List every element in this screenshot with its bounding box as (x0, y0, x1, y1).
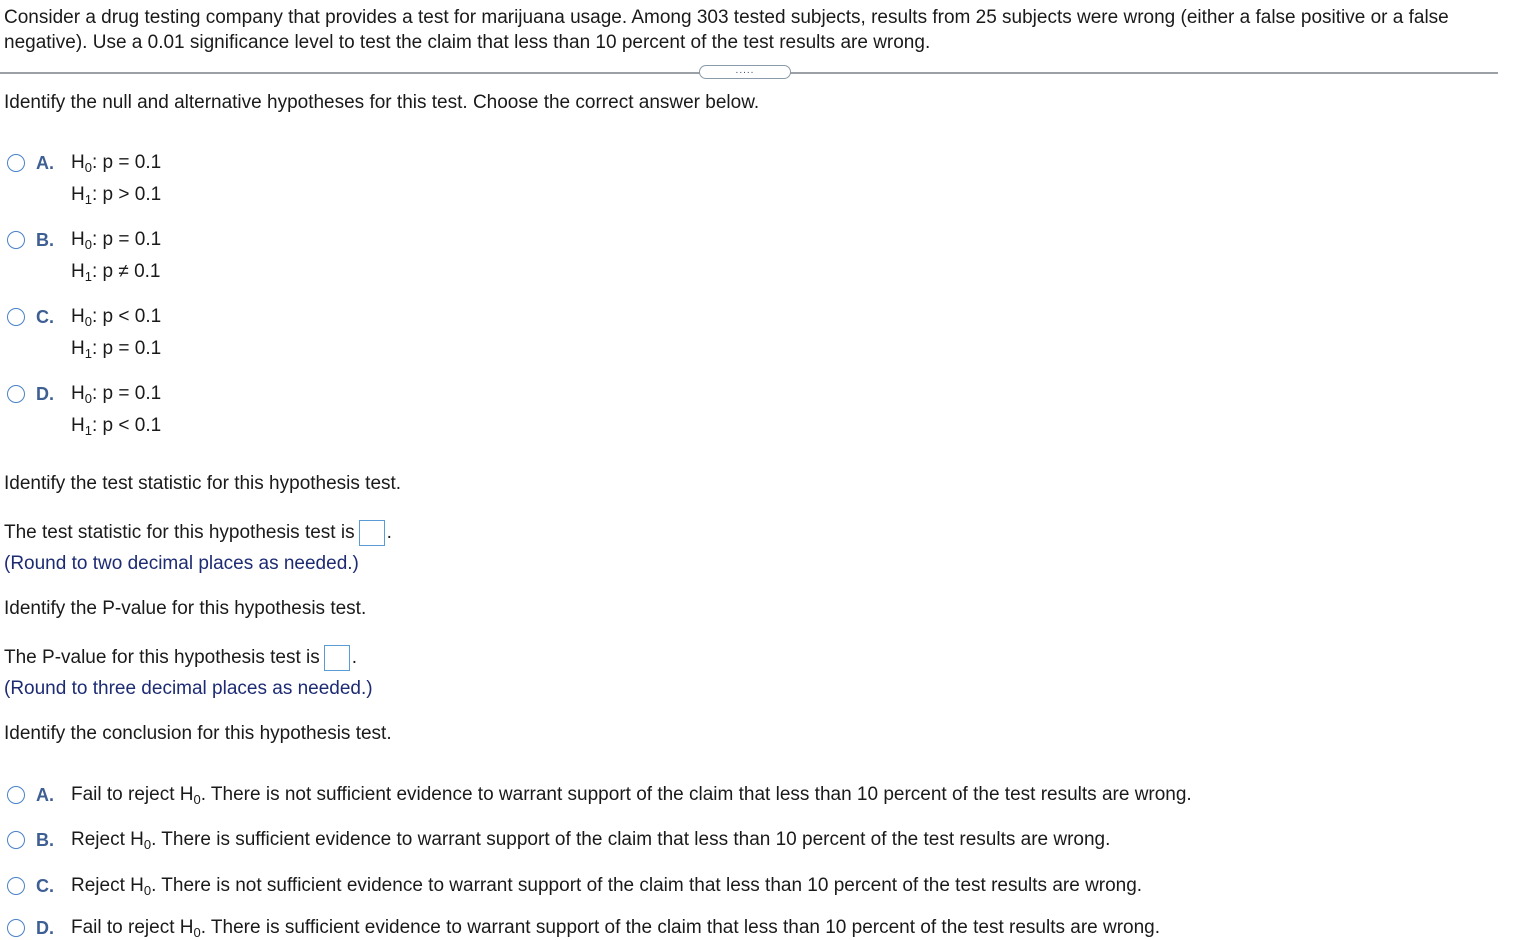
q1-prompt: Identify the null and alternative hypotheses for this test. Choose the correct answer below. (4, 92, 760, 113)
q4-option-d-radio[interactable] (7, 919, 25, 937)
q4-option-b-letter: B. (36, 830, 54, 850)
q2-answer-label: The test statistic for this hypothesis test is (4, 522, 355, 544)
q1-option-b-h0: $H_0$: p = 0.1 (71, 229, 162, 252)
q1-option-c-h1: $H_1$: p = 0.1 (71, 338, 162, 361)
q4-option-a-radio[interactable] (7, 786, 25, 804)
q1-option-d-letter: D. (36, 384, 54, 404)
q4-option-b-text: Reject $H_0$. There is sufficient evidence to warrant support of the claim that less than 10 percent of the test results are wrong. (71, 829, 1111, 852)
test-statistic-input[interactable] (359, 520, 385, 546)
q1-option-d-radio[interactable] (7, 385, 25, 403)
q1-option-b-h1: $H_1$: p ≠ 0.1 (71, 261, 161, 284)
q4-option-c-radio[interactable] (7, 877, 25, 895)
q3-answer-line (4, 645, 357, 671)
q3-prompt: Identify the P-value for this hypothesis test. (4, 598, 367, 619)
q2-hint: (Round to two decimal places as needed.) (4, 553, 359, 574)
q4-option-a-letter: A. (36, 785, 54, 805)
q4-option-a-text: Fail to reject $H_0$. There is not sufficient evidence to warrant support of the claim that less than 10 percent of the test results are wrong. (71, 784, 1192, 807)
q1-option-c-letter: C. (36, 307, 54, 327)
q4-option-d-letter: D. (36, 918, 54, 938)
problem-statement: Consider a drug testing company that provides a test for marijuana usage. Among 303 tested subjects, results from 25 subjects were wrong (either a false positive or a false negative). Use a 0.01 significance level to test the claim that less than 10 percent of the test results are wrong. (4, 7, 1449, 53)
q3-hint: (Round to three decimal places as needed.) (4, 678, 373, 699)
q1-option-a-h0: $H_0$: p = 0.1 (71, 152, 162, 175)
q4-option-c-letter: C. (36, 876, 54, 896)
q2-period: . (386, 522, 392, 544)
p-value-input[interactable] (324, 645, 350, 671)
q4-prompt: Identify the conclusion for this hypothesis test. (4, 723, 392, 744)
q1-option-a-letter: A. (36, 153, 54, 173)
q2-prompt: Identify the test statistic for this hypothesis test. (4, 473, 402, 494)
q4-option-b-radio[interactable] (7, 831, 25, 849)
q1-option-c-h0: $H_0$: p < 0.1 (71, 306, 162, 329)
q1-option-c-radio[interactable] (7, 308, 25, 326)
q1-option-a-h1: $H_1$: p > 0.1 (71, 184, 162, 207)
q1-option-d-h1: $H_1$: p < 0.1 (71, 415, 162, 438)
expand-button[interactable]: ..... (699, 65, 791, 79)
q4-option-d-text: Fail to reject $H_0$. There is sufficient evidence to warrant support of the claim that less than 10 percent of the test results are wrong. (71, 917, 1161, 940)
q4-option-c-text: Reject $H_0$. There is not sufficient evidence to warrant support of the claim that less than 10 percent of the test results are wrong. (71, 875, 1143, 898)
q1-option-b-letter: B. (36, 230, 54, 250)
q3-answer-label: The P-value for this hypothesis test is (4, 647, 320, 669)
q2-answer-line (4, 520, 392, 546)
q1-option-d-h0: $H_0$: p = 0.1 (71, 383, 162, 406)
q1-option-b-radio[interactable] (7, 231, 25, 249)
q1-option-a-radio[interactable] (7, 154, 25, 172)
q3-period: . (351, 647, 358, 669)
